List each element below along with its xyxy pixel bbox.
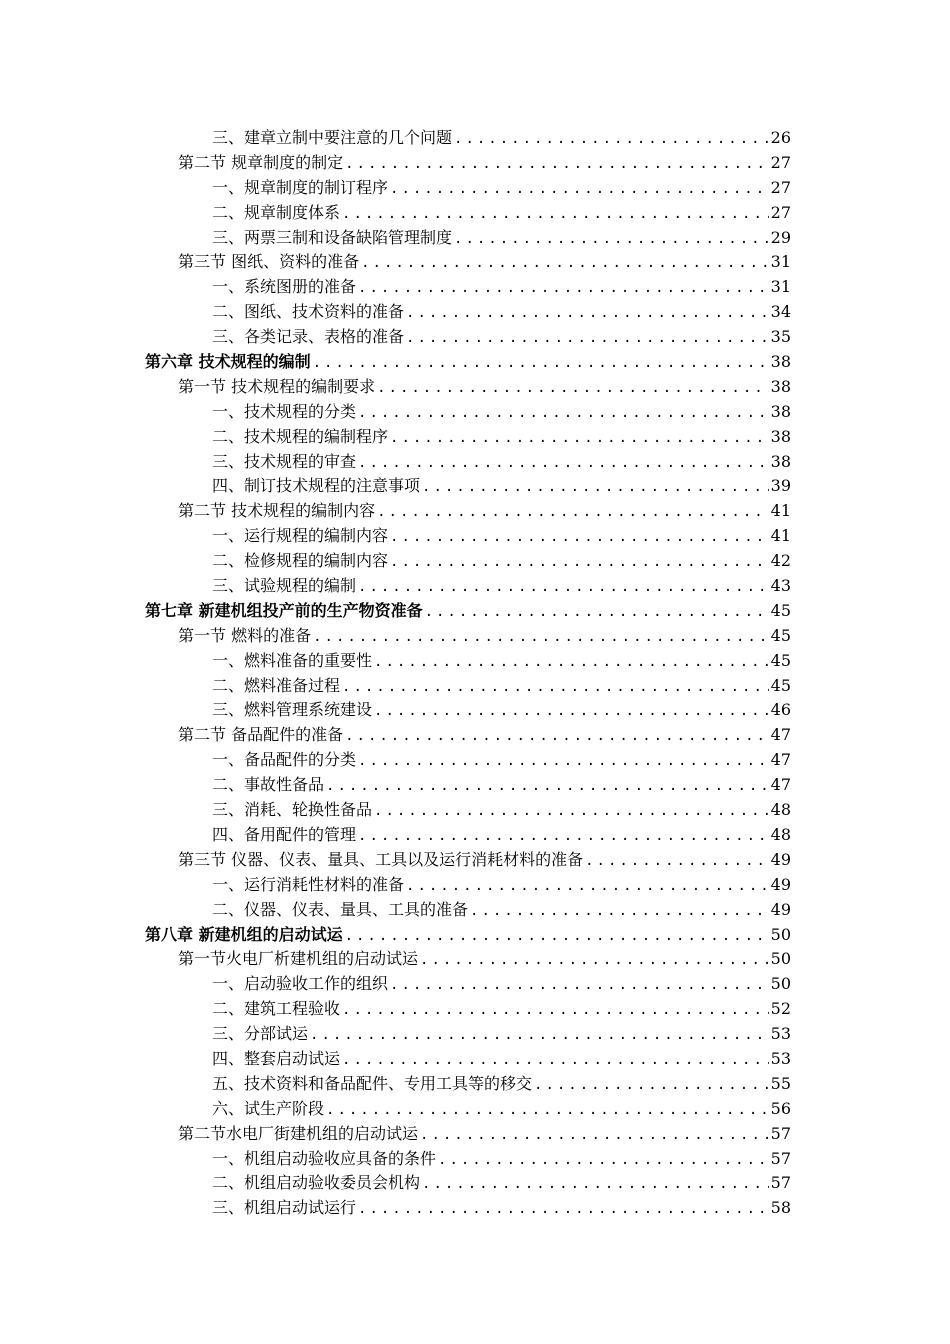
toc-page-number: 38 — [770, 376, 791, 396]
toc-subsection-entry — [145, 972, 791, 997]
toc-entry-title: 二、规章制度体系 — [212, 202, 341, 222]
toc-dot-leader — [406, 326, 769, 350]
toc-entry-title: 二、建筑工程验收 — [212, 999, 341, 1019]
toc-dot-leader — [361, 251, 769, 275]
toc-page-number: 55 — [770, 1073, 791, 1093]
toc-entry-title: 第二节 规章制度的制定 — [178, 152, 344, 172]
toc-subsection-entry — [145, 798, 791, 823]
toc-entry-title: 一、燃料准备的重要性 — [212, 650, 373, 670]
toc-entry-title: 一、运行规程的编制内容 — [212, 526, 389, 546]
toc-page-number: 38 — [770, 352, 791, 372]
toc-entry-title: 二、机组启动验收委员会机构 — [212, 1173, 421, 1193]
toc-dot-leader — [326, 1098, 769, 1122]
toc-page-number: 56 — [770, 1098, 791, 1118]
toc-page-number: 46 — [770, 700, 791, 720]
toc-dot-leader — [374, 799, 769, 823]
toc-entry-title: 一、规章制度的制订程序 — [212, 177, 389, 197]
toc-page-number: 49 — [770, 899, 791, 919]
toc-subsection-entry — [145, 1022, 791, 1047]
toc-page-number: 57 — [770, 1123, 791, 1143]
toc-page-number: 50 — [770, 974, 791, 994]
toc-subsection-entry — [145, 126, 791, 151]
toc-dot-leader — [358, 1197, 769, 1221]
toc-subsection-entry — [145, 425, 791, 450]
toc-subsection-entry — [145, 873, 791, 898]
toc-section-entry — [145, 151, 791, 176]
toc-entry-title: 五、技术资料和备品配件、专用工具等的移交 — [212, 1073, 533, 1093]
toc-chapter-entry — [145, 599, 791, 624]
toc-entry-title: 第七章 新建机组投产前的生产物资准备 — [145, 600, 423, 620]
toc-subsection-entry — [145, 400, 791, 425]
toc-page-number: 39 — [770, 476, 791, 496]
toc-dot-leader — [345, 724, 769, 748]
toc-page-number: 29 — [770, 227, 791, 247]
toc-subsection-entry — [145, 773, 791, 798]
toc-page-number: 58 — [770, 1198, 791, 1218]
toc-subsection-entry — [145, 1097, 791, 1122]
toc-entry-title: 第二节 技术规程的编制内容 — [178, 501, 376, 521]
toc-dot-leader — [425, 600, 769, 624]
toc-page-number: 27 — [770, 152, 791, 172]
toc-entry-title: 二、事故性备品 — [212, 775, 325, 795]
toc-dot-leader — [345, 924, 769, 948]
toc-subsection-entry — [145, 649, 791, 674]
toc-dot-leader — [390, 177, 769, 201]
toc-entry-title: 四、备用配件的管理 — [212, 824, 357, 844]
toc-page-number: 38 — [770, 451, 791, 471]
toc-page-number: 45 — [770, 625, 791, 645]
toc-subsection-entry — [145, 325, 791, 350]
toc-entry-title: 三、两票三制和设备缺陷管理制度 — [212, 227, 453, 247]
toc-chapter-entry — [145, 350, 791, 375]
toc-subsection-entry — [145, 524, 791, 549]
toc-entry-title: 第六章 技术规程的编制 — [145, 352, 311, 372]
toc-dot-leader — [313, 625, 769, 649]
toc-entry-title: 三、技术规程的审查 — [212, 451, 357, 471]
toc-dot-leader — [420, 1123, 769, 1147]
toc-section-entry — [145, 947, 791, 972]
toc-entry-title: 三、消耗、轮换性备品 — [212, 800, 373, 820]
toc-chapter-entry — [145, 923, 791, 948]
toc-page-number: 45 — [770, 600, 791, 620]
toc-entry-title: 二、燃料准备过程 — [212, 675, 341, 695]
toc-entry-title: 一、技术规程的分类 — [212, 401, 357, 421]
toc-dot-leader — [377, 376, 769, 400]
toc-dot-leader — [326, 774, 769, 798]
toc-page-number: 57 — [770, 1173, 791, 1193]
toc-entry-title: 第三节 图纸、资料的准备 — [178, 252, 360, 272]
toc-page-number: 27 — [770, 177, 791, 197]
toc-dot-leader — [342, 202, 769, 226]
toc-subsection-entry — [145, 1196, 791, 1221]
toc-dot-leader — [358, 401, 769, 425]
toc-entry-title: 三、建章立制中要注意的几个问题 — [212, 128, 453, 147]
toc-dot-leader — [454, 227, 769, 251]
toc-subsection-entry — [145, 698, 791, 723]
toc-page-number: 47 — [770, 775, 791, 795]
toc-page-number: 52 — [770, 999, 791, 1019]
toc-dot-leader — [438, 1148, 769, 1172]
toc-dot-leader — [310, 1023, 769, 1047]
toc-dot-leader — [374, 650, 769, 674]
toc-subsection-entry — [145, 574, 791, 599]
toc-dot-leader — [585, 849, 769, 873]
toc-entry-title: 三、各类记录、表格的准备 — [212, 327, 405, 347]
toc-page-number: 41 — [770, 501, 791, 521]
toc-page-number: 50 — [770, 949, 791, 969]
toc-subsection-entry — [145, 226, 791, 251]
toc-subsection-entry — [145, 549, 791, 574]
toc-dot-leader — [342, 1048, 769, 1072]
toc-section-entry — [145, 1122, 791, 1147]
toc-entry-title: 三、机组启动试运行 — [212, 1198, 357, 1218]
toc-page-number: 47 — [770, 750, 791, 770]
toc-page-number: 48 — [770, 824, 791, 844]
toc-page-number: 31 — [770, 252, 791, 272]
toc-entry-title: 一、启动验收工作的组织 — [212, 974, 389, 994]
toc-page-number: 38 — [770, 401, 791, 421]
toc-page-number: 57 — [770, 1148, 791, 1168]
toc-entry-title: 二、图纸、技术资料的准备 — [212, 302, 405, 322]
toc-dot-leader — [406, 301, 769, 325]
toc-subsection-entry — [145, 1047, 791, 1072]
toc-entry-title: 一、系统图册的准备 — [212, 277, 357, 297]
toc-subsection-entry — [145, 1171, 791, 1196]
toc-entry-title: 第三节 仪器、仪表、量具、工具以及运行消耗材料的准备 — [178, 849, 584, 869]
toc-section-entry — [145, 624, 791, 649]
toc-page-number: 38 — [770, 426, 791, 446]
toc-entry-title: 二、技术规程的编制程序 — [212, 426, 389, 446]
toc-subsection-entry — [145, 176, 791, 201]
toc-section-entry — [145, 375, 791, 400]
toc-page-number: 31 — [770, 277, 791, 297]
toc-dot-leader — [422, 1172, 769, 1196]
toc-page-number: 53 — [770, 1024, 791, 1044]
toc-page-number: 27 — [770, 202, 791, 222]
toc-dot-leader — [342, 998, 769, 1022]
toc-subsection-entry — [145, 450, 791, 475]
toc-page-number: 49 — [770, 849, 791, 869]
toc-dot-leader — [454, 127, 769, 151]
toc-entry-title: 第一节 燃料的准备 — [178, 625, 312, 645]
toc-entry-title: 四、整套启动试运 — [212, 1048, 341, 1068]
toc-dot-leader — [420, 948, 769, 972]
toc-entry-title: 二、检修规程的编制内容 — [212, 551, 389, 571]
toc-section-entry — [145, 848, 791, 873]
toc-subsection-entry — [145, 1147, 791, 1172]
toc-subsection-entry — [145, 898, 791, 923]
toc-dot-leader — [358, 824, 769, 848]
toc-subsection-entry — [145, 997, 791, 1022]
toc-entry-title: 一、运行消耗性材料的准备 — [212, 874, 405, 894]
toc-section-entry — [145, 499, 791, 524]
toc-entry-title: 三、燃料管理系统建设 — [212, 700, 373, 720]
toc-entry-title: 第二节 备品配件的准备 — [178, 725, 344, 745]
toc-dot-leader — [390, 973, 769, 997]
toc-dot-leader — [390, 550, 769, 574]
table-of-contents — [145, 126, 791, 1221]
toc-page-number: 45 — [770, 650, 791, 670]
toc-entry-title: 三、试验规程的编制 — [212, 576, 357, 596]
toc-subsection-entry — [145, 275, 791, 300]
toc-dot-leader — [377, 500, 769, 524]
toc-page-number: 34 — [770, 302, 791, 322]
toc-dot-leader — [358, 575, 769, 599]
toc-page-number: 47 — [770, 725, 791, 745]
toc-subsection-entry — [145, 674, 791, 699]
toc-subsection-entry — [145, 474, 791, 499]
toc-subsection-entry — [145, 823, 791, 848]
toc-dot-leader — [406, 874, 769, 898]
toc-subsection-entry — [145, 201, 791, 226]
toc-page-number: 53 — [770, 1048, 791, 1068]
toc-dot-leader — [390, 525, 769, 549]
toc-entry-title: 四、制订技术规程的注意事项 — [212, 476, 421, 496]
toc-page-number: 35 — [770, 327, 791, 347]
toc-page-number: 49 — [770, 874, 791, 894]
toc-entry-title: 二、仪器、仪表、量具、工具的准备 — [212, 899, 469, 919]
toc-section-entry — [145, 723, 791, 748]
toc-dot-leader — [358, 276, 769, 300]
toc-dot-leader — [358, 451, 769, 475]
toc-subsection-entry — [145, 748, 791, 773]
toc-section-entry — [145, 250, 791, 275]
toc-entry-title: 六、试生产阶段 — [212, 1098, 325, 1118]
toc-page-number: 50 — [770, 924, 791, 944]
toc-page-number: 43 — [770, 576, 791, 596]
toc-entry-title: 第一节火电厂析建机组的启动试运 — [178, 949, 419, 969]
toc-dot-leader — [470, 899, 769, 923]
toc-entry-title: 三、分部试运 — [212, 1024, 309, 1044]
toc-entry-title: 第一节 技术规程的编制要求 — [178, 376, 376, 396]
toc-entry-title: 第八章 新建机组的启动试运 — [145, 924, 343, 944]
toc-page-number: 26 — [770, 128, 791, 147]
toc-subsection-entry — [145, 1072, 791, 1097]
toc-entry-title: 一、备品配件的分类 — [212, 750, 357, 770]
toc-dot-leader — [422, 475, 769, 499]
toc-page-number: 41 — [770, 526, 791, 546]
toc-dot-leader — [374, 699, 769, 723]
toc-dot-leader — [313, 351, 769, 375]
toc-page-number: 48 — [770, 800, 791, 820]
toc-page-number: 45 — [770, 675, 791, 695]
toc-page-number: 42 — [770, 551, 791, 571]
toc-dot-leader — [342, 675, 769, 699]
toc-entry-title: 第二节水电厂街建机组的启动试运 — [178, 1123, 419, 1143]
toc-dot-leader — [534, 1073, 769, 1097]
toc-dot-leader — [358, 749, 769, 773]
toc-dot-leader — [345, 152, 769, 176]
toc-entry-title: 一、机组启动验收应具备的条件 — [212, 1148, 437, 1168]
toc-subsection-entry — [145, 300, 791, 325]
toc-dot-leader — [390, 426, 769, 450]
